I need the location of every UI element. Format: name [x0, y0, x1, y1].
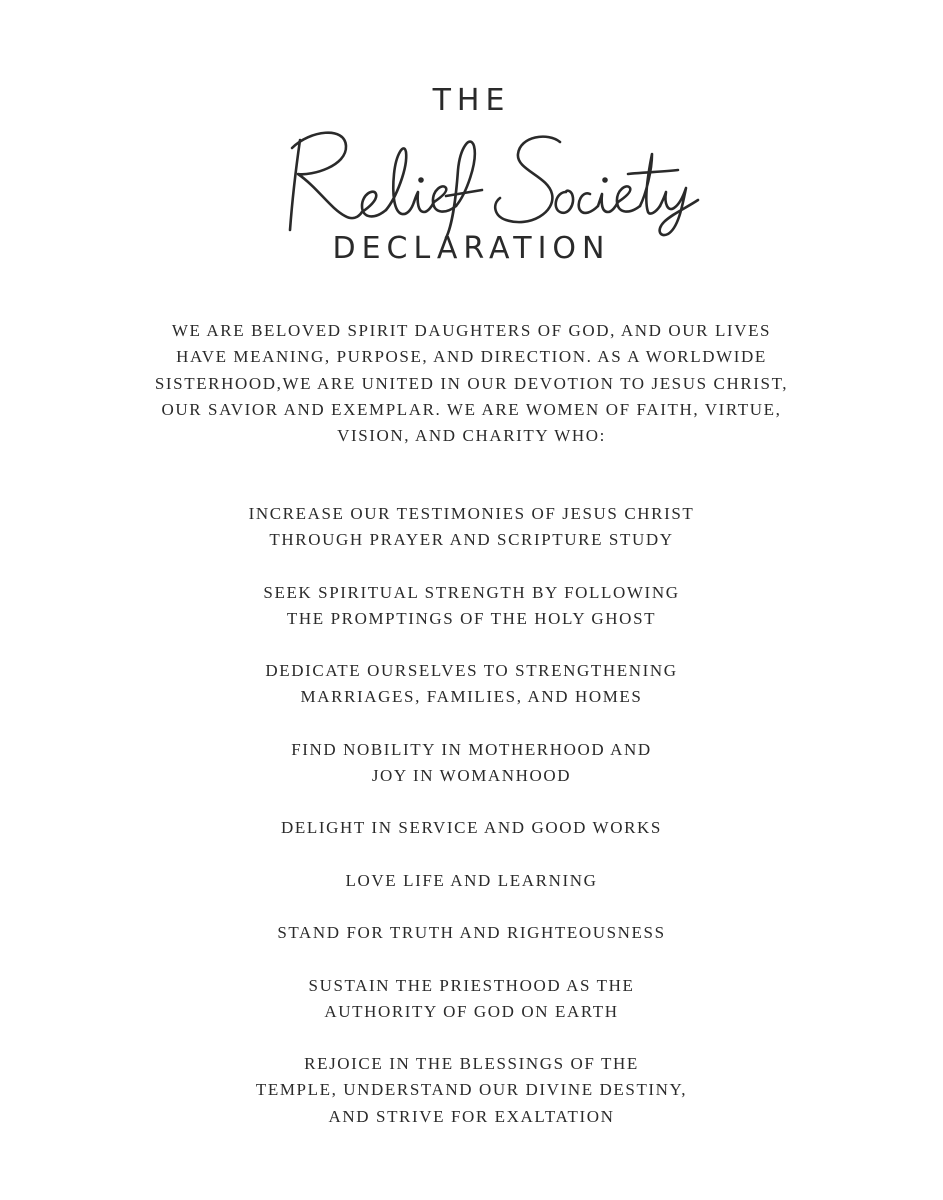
title-script-logo — [0, 108, 943, 238]
list-item-line: LOVE LIFE AND LEARNING — [345, 870, 598, 890]
list-item-line: AUTHORITY OF GOD ON EARTH — [324, 1001, 619, 1021]
list-item-line: REJOICE IN THE BLESSINGS OF THE — [304, 1054, 639, 1074]
list-item-line: DEDICATE OURSELVES TO STRENGTHENING — [265, 661, 678, 681]
script-lettering — [0, 108, 943, 238]
list-item-line: SEEK SPIRITUAL STRENGTH BY FOLLOWING — [263, 582, 680, 602]
intro-line: VISION, AND CHARITY WHO: — [337, 426, 606, 446]
list-item-line: TEMPLE, UNDERSTAND OUR DIVINE DESTINY, — [255, 1080, 688, 1100]
list-item-line: STAND FOR TRUTH AND RIGHTEOUSNESS — [277, 923, 666, 943]
title-the: THE — [432, 83, 511, 118]
list-item-line: THROUGH PRAYER AND SCRIPTURE STUDY — [269, 530, 674, 550]
intro-paragraph — [0, 318, 943, 449]
title-declaration: DECLARATION — [332, 231, 611, 266]
list-item — [0, 815, 943, 841]
list-item — [0, 920, 943, 946]
list-item-line: AND STRIVE FOR EXALTATION — [328, 1106, 615, 1126]
list-item-line: THE PROMPTINGS OF THE HOLY GHOST — [286, 608, 657, 628]
declaration-list — [0, 501, 943, 1156]
list-item — [0, 580, 943, 632]
list-item-line: SUSTAIN THE PRIESTHOOD AS THE — [308, 975, 635, 995]
intro-line: HAVE MEANING, PURPOSE, AND DIRECTION. AS A WORLDWIDE — [176, 347, 767, 367]
intro-line: SISTERHOOD,WE ARE UNITED IN OUR DEVOTION TO JESUS CHRIST, — [154, 373, 789, 393]
list-item — [0, 501, 943, 553]
list-item-line: MARRIAGES, FAMILIES, AND HOMES — [300, 687, 643, 707]
list-item — [0, 973, 943, 1025]
intro-line: WE ARE BELOVED SPIRIT DAUGHTERS OF GOD, AND OUR LIVES — [171, 321, 772, 340]
list-item — [0, 868, 943, 894]
list-item-line: JOY IN WOMANHOOD — [371, 765, 572, 785]
list-item — [0, 1051, 943, 1130]
list-item-line: INCREASE OUR TESTIMONIES OF JESUS CHRIST — [248, 504, 695, 523]
list-item-line: DELIGHT IN SERVICE AND GOOD WORKS — [281, 818, 662, 838]
list-item-line: FIND NOBILITY IN MOTHERHOOD AND — [291, 739, 652, 759]
intro-line: OUR SAVIOR AND EXEMPLAR. WE ARE WOMEN OF FAITH, VIRTUE, — [161, 399, 782, 419]
list-item — [0, 737, 943, 789]
list-item — [0, 658, 943, 710]
